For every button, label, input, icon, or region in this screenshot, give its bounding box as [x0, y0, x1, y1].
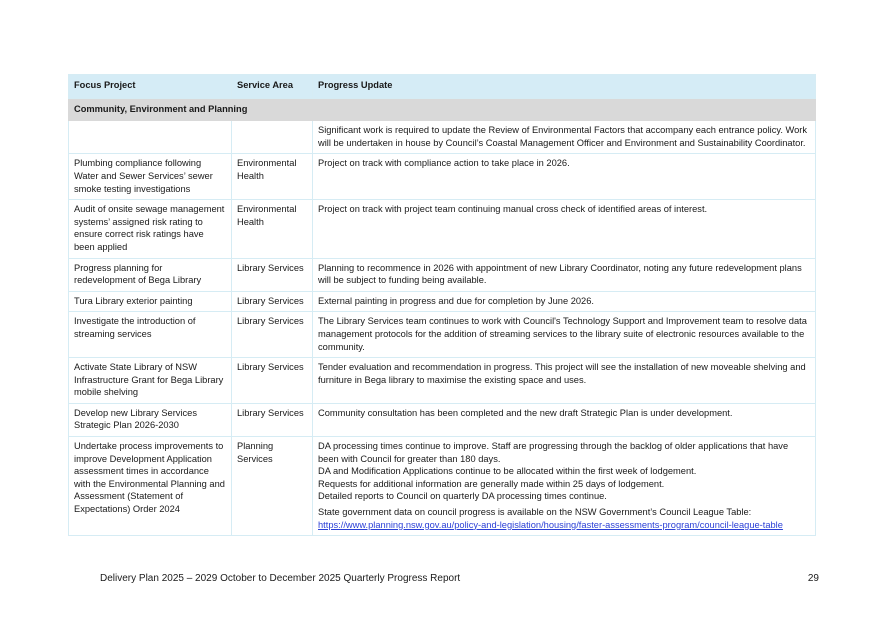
service-area-cell: Library Services	[232, 403, 313, 436]
progress-update-cell: Significant work is required to update the Review of Environmental Factors that accompany each entrance policy. Work will be undertaken in house by Council’s Coastal Management Officer and Environment and Sustainability Coordinator.	[313, 121, 816, 154]
progress-line: Detailed reports to Council on quarterly DA processing times continue.	[318, 491, 607, 502]
service-area-cell: Library Services	[232, 312, 313, 358]
progress-update-cell	[313, 437, 816, 536]
progress-line: DA and Modification Applications continue to be allocated within the first week of lodgement.	[318, 466, 697, 477]
table-row	[69, 403, 816, 436]
section-title: Community, Environment and Planning	[69, 98, 816, 121]
service-area-cell: Library Services	[232, 358, 313, 404]
page-number: 29	[807, 573, 819, 584]
service-area-cell: Environmental Health	[232, 154, 313, 200]
table-row	[69, 154, 816, 200]
progress-line: Requests for additional information are generally made within 25 days of lodgement.	[318, 478, 665, 489]
state-data-text: State government data on council progress is available on the NSW Government’s Council League Table:	[318, 507, 752, 518]
state-data-paragraph	[318, 506, 810, 531]
focus-project-cell: Tura Library exterior painting	[69, 291, 232, 312]
header-focus-project: Focus Project	[69, 75, 232, 99]
header-service-area: Service Area	[232, 75, 313, 99]
service-area-cell: Library Services	[232, 258, 313, 291]
progress-update-cell: Planning to recommence in 2026 with appointment of new Library Coordinator, noting any future redevelopment plans will be subject to funding being available.	[313, 258, 816, 291]
focus-project-cell: Audit of onsite sewage management systems’ assigned risk rating to ensure correct risk ratings have been applied	[69, 200, 232, 258]
service-area-cell: Environmental Health	[232, 200, 313, 258]
focus-project-cell: Activate State Library of NSW Infrastructure Grant for Bega Library mobile shelving	[69, 358, 232, 404]
focus-project-cell: Plumbing compliance following Water and Sewer Services’ sewer smoke testing investigations	[69, 154, 232, 200]
focus-project-cell: Investigate the introduction of streaming services	[69, 312, 232, 358]
table-row	[69, 291, 816, 312]
table-row	[69, 121, 816, 154]
focus-project-cell: Undertake process improvements to improve Development Application assessment times in accordance with the Environmental Planning and Assessment (Statement of Expectations) Order 2024	[69, 437, 232, 536]
progress-update-cell: The Library Services team continues to work with Council's Technology Support and Improvement team to resolve data management protocols for the addition of streaming services to the library suite of electronic resources available to the community.	[313, 312, 816, 358]
progress-update-cell: External painting in progress and due for completion by June 2026.	[313, 291, 816, 312]
focus-project-cell: Develop new Library Services Strategic Plan 2026-2030	[69, 403, 232, 436]
section-row	[69, 98, 816, 121]
council-league-table-link[interactable]: https://www.planning.nsw.gov.au/policy-and-legislation/housing/faster-assessments-program/council-league-table	[318, 519, 783, 530]
progress-paragraph	[318, 440, 810, 503]
service-area-cell: Planning Services	[232, 437, 313, 536]
progress-update-cell: Project on track with project team continuing manual cross check of identified areas of interest.	[313, 200, 816, 258]
header-progress-update: Progress Update	[313, 75, 816, 99]
progress-line: DA processing times continue to improve. Staff are progressing through the backlog of older applications that have been with Council for greater than 180 days.	[318, 441, 789, 464]
progress-update-cell: Tender evaluation and recommendation in progress. This project will see the installation of new moveable shelving and furniture in Bega library to maximise the existing space and uses.	[313, 358, 816, 404]
focus-project-cell: Progress planning for redevelopment of Bega Library	[69, 258, 232, 291]
table-row	[69, 200, 816, 258]
progress-update-cell: Community consultation has been completed and the new draft Strategic Plan is under development.	[313, 403, 816, 436]
table-row	[69, 258, 816, 291]
table-row	[69, 437, 816, 536]
table-row	[69, 312, 816, 358]
service-area-cell	[232, 121, 313, 154]
footer-report-title: Delivery Plan 2025 – 2029 October to December 2025 Quarterly Progress Report	[100, 573, 461, 584]
progress-table	[68, 74, 816, 536]
progress-update-cell: Project on track with compliance action to take place in 2026.	[313, 154, 816, 200]
focus-project-cell	[69, 121, 232, 154]
table-header-row	[69, 75, 816, 99]
table-row	[69, 358, 816, 404]
service-area-cell: Library Services	[232, 291, 313, 312]
